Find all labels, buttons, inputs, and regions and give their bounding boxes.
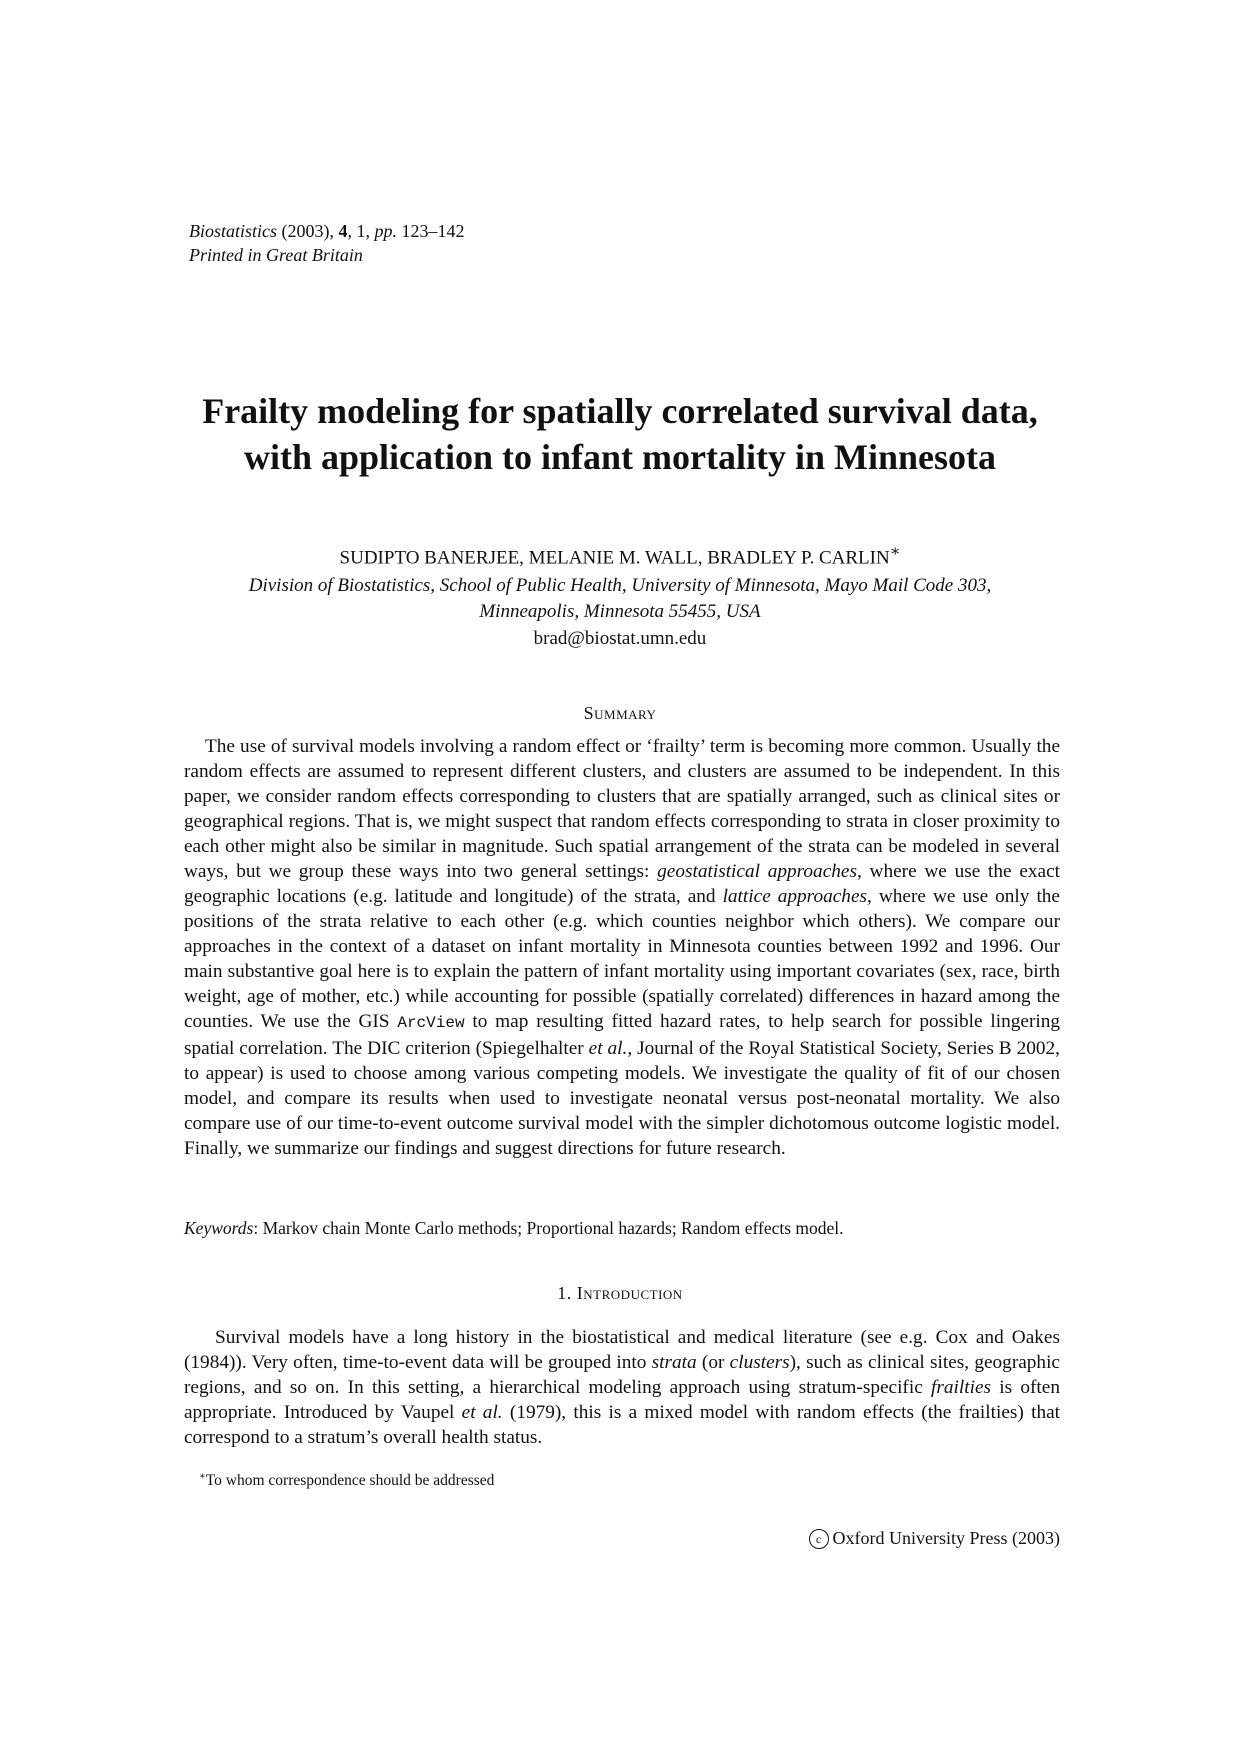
citation-line (189, 219, 465, 243)
summary-heading: Summary (583, 703, 657, 723)
journal-year: (2003), (281, 221, 335, 241)
footnote-mark: ∗ (199, 1471, 206, 1482)
journal-volume: 4 (338, 221, 348, 241)
paper-title: Frailty modeling for spatially correlated survival data, with application to infant mortality in Minnesota (202, 391, 1038, 477)
journal-pages: 123–142 (401, 221, 465, 241)
printed-line: Printed in Great Britain (189, 245, 363, 265)
author-email: brad@biostat.umn.edu (533, 628, 707, 649)
keywords-line (184, 1218, 844, 1239)
introduction-paragraph: Survival models have a long history in the biostatistical and medical literature (see e.g. Cox and Oakes (1984)). Very often, time-to-event data will be grouped into strata (or clusters), such as clinical sites, geographic regions, and so on. In this setting, a hierarchical modeling approach using stratum-specific frailties is often appropriate. Introduced by Vaupel et al. (1979), this is a mixed model with random effects (the frailties) that correspond to a stratum’s overall health status. (184, 1327, 1061, 1448)
copyright-icon: c (809, 1529, 829, 1549)
affiliation (150, 573, 1090, 625)
introduction-heading: 1. Introduction (557, 1283, 683, 1303)
keywords-text: : Markov chain Monte Carlo methods; Proportional hazards; Random effects model. (253, 1218, 844, 1238)
journal-header (189, 219, 465, 267)
journal-issue: , 1, (347, 221, 371, 241)
copyright-text: Oxford University Press (2003) (832, 1528, 1060, 1548)
pages-label: pp. (374, 221, 398, 241)
software-name: ArcView (397, 1014, 465, 1032)
introduction-body (184, 1325, 1060, 1450)
affiliation-line-2: Minneapolis, Minnesota 55455, USA (479, 601, 761, 622)
footnote-text: To whom correspondence should be addressed (205, 1472, 495, 1490)
copyright-notice (809, 1528, 1060, 1549)
footnote (199, 1471, 494, 1490)
corresponding-author-mark: ∗ (889, 543, 901, 560)
affiliation-line-1: Division of Biostatistics, School of Public Health, University of Minnesota, Mayo Mail Code 303, (248, 575, 992, 596)
keywords-label: Keywords (184, 1218, 254, 1238)
summary-abstract (184, 734, 1060, 1161)
journal-name: Biostatistics (189, 221, 278, 241)
summary-paragraph: The use of survival models involving a random effect or ‘frailty’ term is becoming more common. Usually the random effects are assumed to represent different clusters, and clusters are assumed to be independent. In this paper, we consider random effects corresponding to clusters that are spatially arranged, such as clinical sites or geographical regions. That is, we might suspect that random effects corresponding to strata in closer proximity to each other might also be similar in magnitude. Such spatial arrangement of the strata can be modeled in several ways, but we group these ways into two general settings: geostatistical approaches, where we use the exact geographic locations (e.g. latitude and longitude) of the strata, and lattice approaches, where we use only the positions of the strata relative to each other (e.g. which counties neighbor which others). We compare our approaches in the context of a dataset on infant mortality in Minnesota counties between 1992 and 1996. Our main substantive goal here is to explain the pattern of infant mortality using important covariates (sex, race, birth weight, age of mother, etc.) while accounting for possible (spatially correlated) differences in hazard among the counties. We use the GIS ArcView to map resulting fitted hazard rates, to help search for possible lingering spatial correlation. The DIC criterion (Spiegelhalter et al., Journal of the Royal Statistical Society, Series B 2002, to appear) is used to choose among various competing models. We investigate the quality of fit of our chosen model, and compare its results when used to investigate neonatal versus post-neonatal mortality. We also compare use of our time-to-event outcome survival model with the simpler dichotomous outcome logistic model. Finally, we summarize our findings and suggest directions for future research. (184, 736, 1061, 1159)
author-list: SUDIPTO BANERJEE, MELANIE M. WALL, BRADLEY P. CARLIN∗ (339, 543, 901, 569)
